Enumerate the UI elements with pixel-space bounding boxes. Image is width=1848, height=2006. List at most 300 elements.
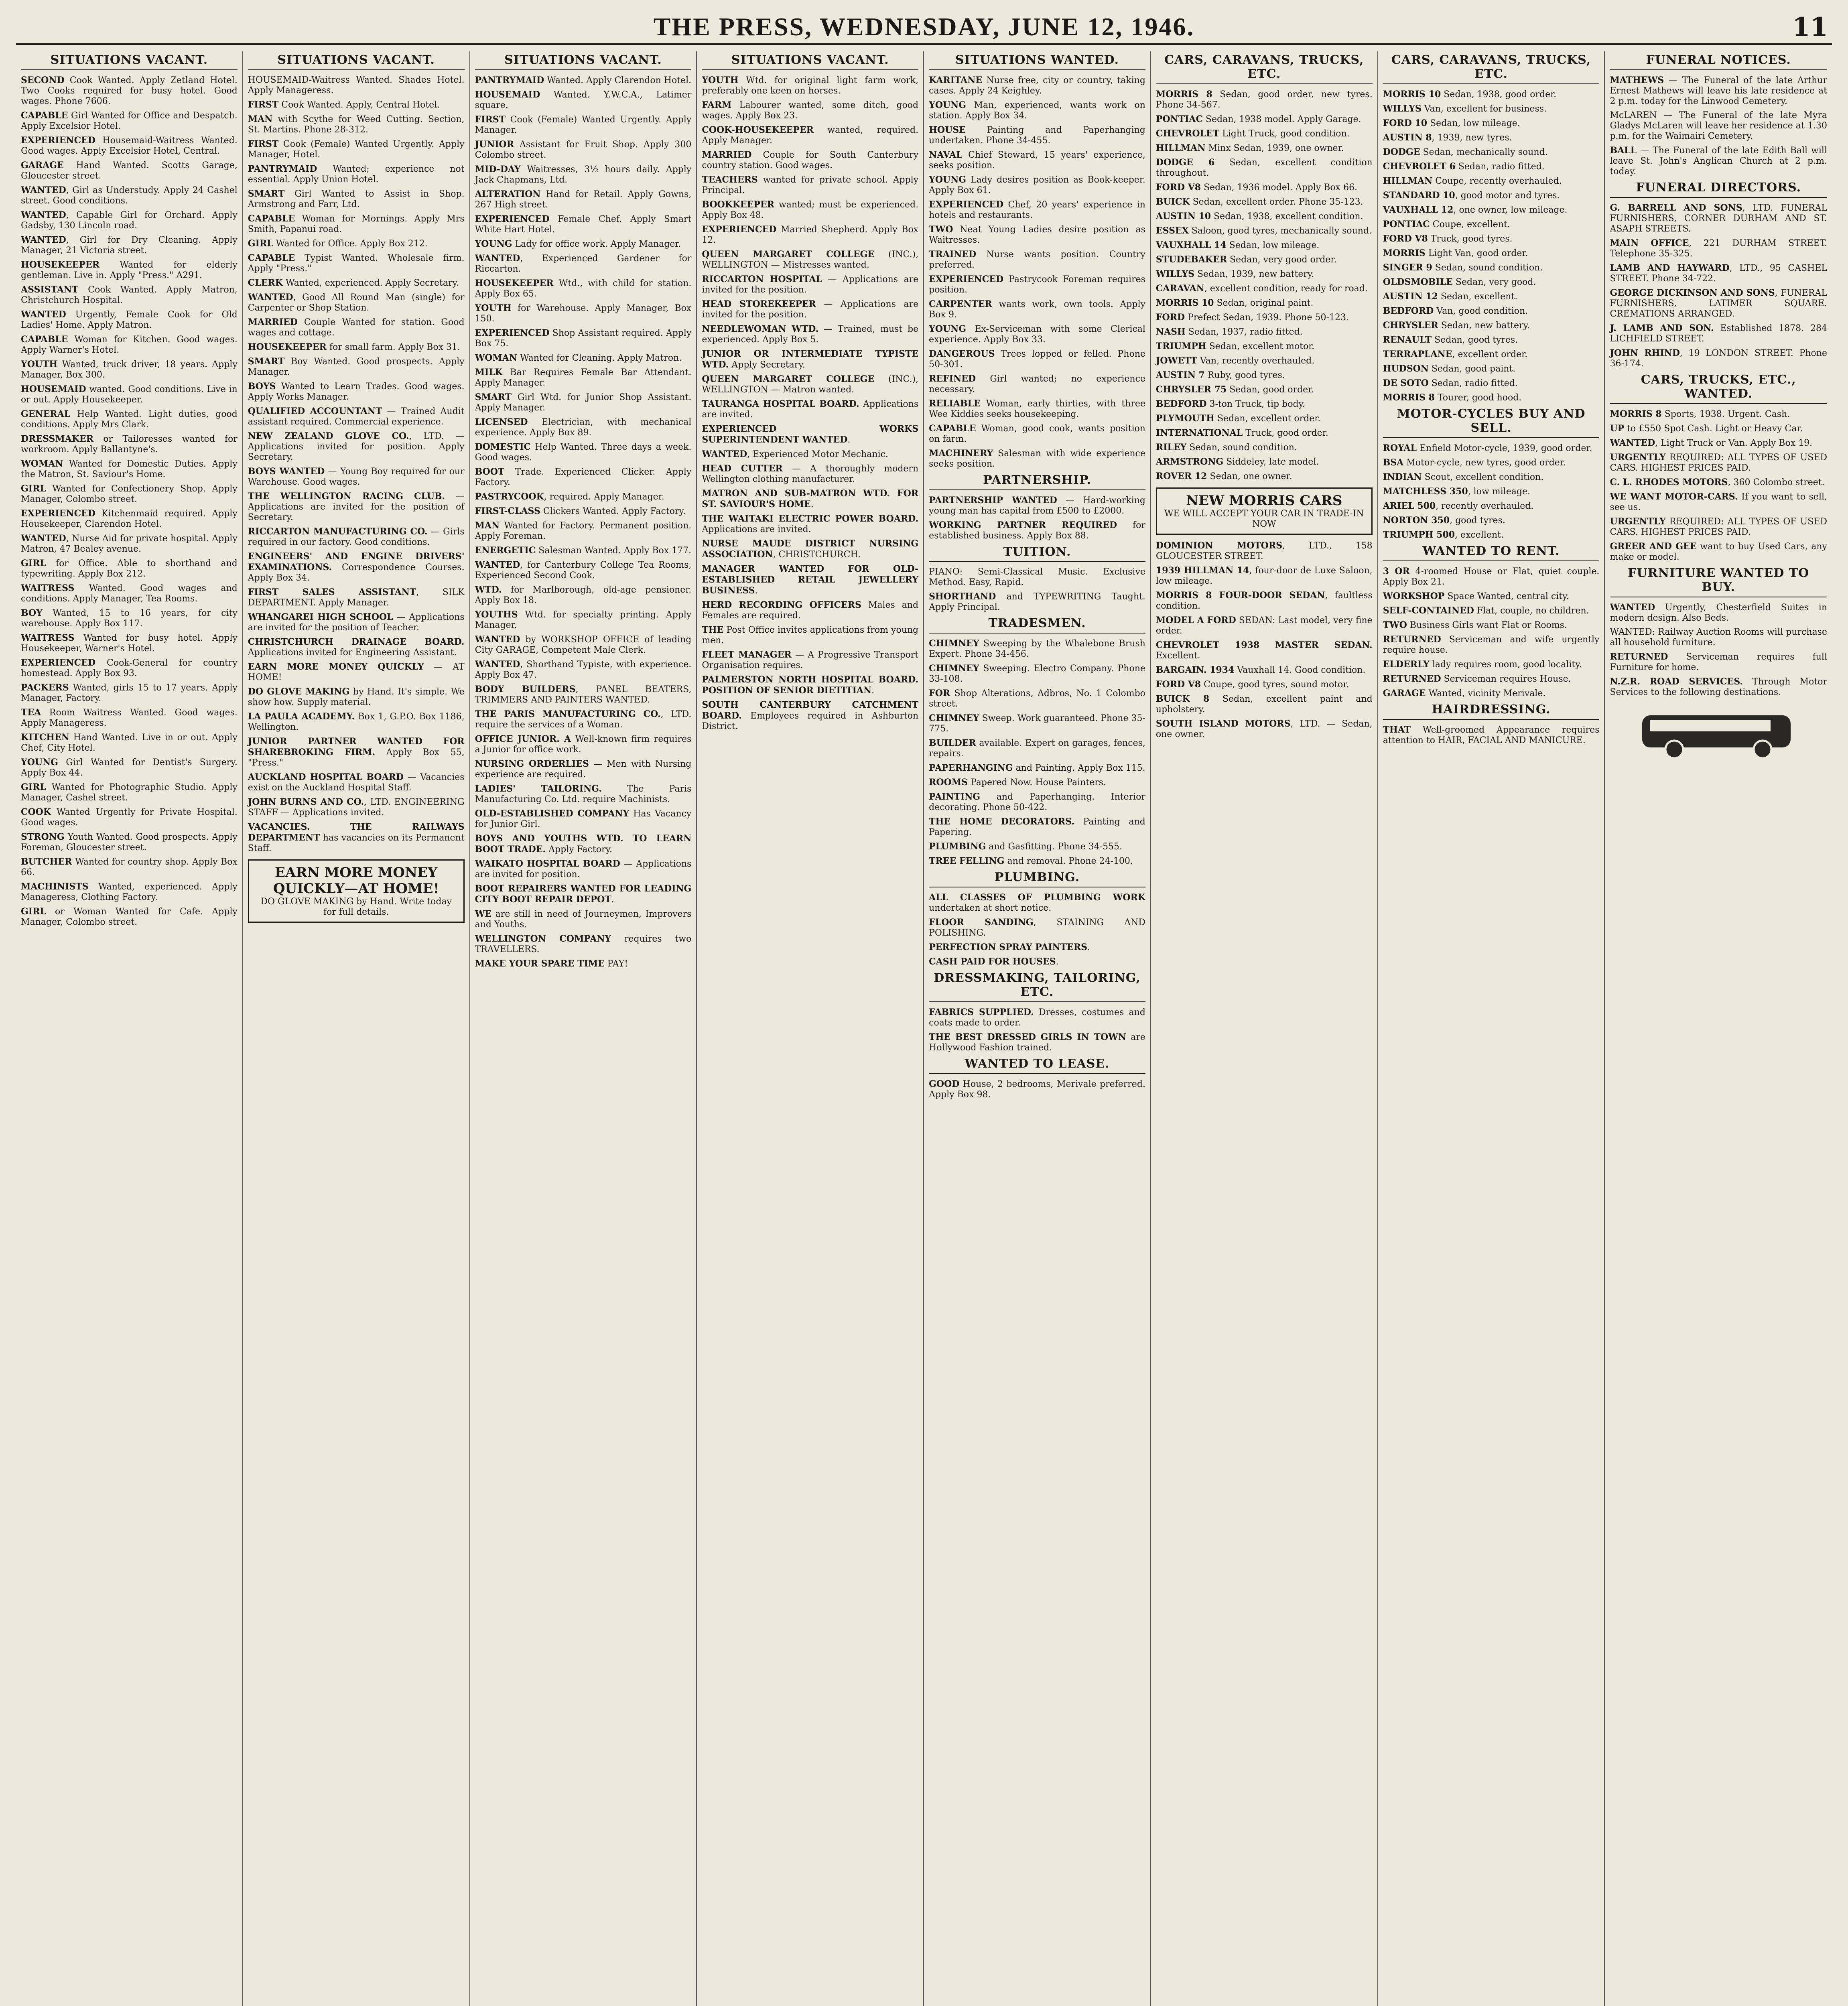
classified-ad: CAPABLE Girl Wanted for Office and Despatch. Apply Excelsior Hotel.	[21, 110, 238, 131]
classified-ad: MATCHLESS 350, low mileage.	[1383, 486, 1530, 497]
classified-ad: WELLINGTON COMPANY requires two TRAVELLERS.	[475, 934, 692, 954]
classified-ad: EXPERIENCED Kitchenmaid required. Apply Housekeeper, Clarendon Hotel.	[21, 508, 238, 529]
classified-ad: WILLYS Sedan, 1939, new battery.	[1156, 269, 1314, 279]
classified-ad: WE WANT MOTOR-CARS. If you want to sell, see us.	[1610, 491, 1828, 512]
classified-ad: BOYS AND YOUTHS WTD. TO LEARN BOOT TRADE. Apply Factory.	[475, 833, 692, 855]
classified-ad: MORRIS 8 FOUR-DOOR SEDAN, faultless condition.	[1156, 590, 1373, 611]
section-heading: HAIRDRESSING.	[1383, 703, 1600, 720]
classified-ad: ASSISTANT Cook Wanted. Apply Matron, Christchurch Hospital.	[21, 284, 238, 305]
classified-ad: FOR Shop Alterations, Adbros, No. 1 Colombo street.	[929, 688, 1145, 709]
classified-ad: RETURNED Serviceman requires House.	[1383, 674, 1571, 684]
display-ad-text: WE WILL ACCEPT YOUR CAR IN TRADE-IN NOW	[1164, 509, 1364, 529]
classified-ad: MORRIS 10 Sedan, 1938, good order.	[1383, 89, 1557, 99]
display-ad-text: DO GLOVE MAKING by Hand. Write today for full details.	[260, 897, 452, 917]
classified-ad: JUNIOR PARTNER WANTED FOR SHAREBROKING FIRM. Apply Box 55, "Press."	[248, 736, 465, 768]
classified-ad: VAUXHALL 14 Sedan, low mileage.	[1156, 240, 1320, 250]
classified-ad: THE Post Office invites applications from young men.	[702, 625, 919, 646]
classified-ad: TRIUMPH 500, excellent.	[1383, 530, 1504, 540]
classified-ad: YOUNG Girl Wanted for Dentist's Surgery. Apply Box 44.	[21, 757, 238, 778]
classified-ad: UP to £550 Spot Cash. Light or Heavy Car.	[1610, 423, 1803, 434]
column-6	[1151, 51, 1378, 2006]
display-ad-headline: NEW MORRIS CARS	[1186, 493, 1342, 509]
classified-ad: WHANGAREI HIGH SCHOOL — Applications are invited for the position of Teacher.	[248, 612, 465, 633]
classified-ad: THE BEST DRESSED GIRLS IN TOWN are Hollywood Fashion trained.	[929, 1032, 1145, 1053]
column-heading: SITUATIONS VACANT.	[248, 53, 465, 70]
classified-ad: TWO Neat Young Ladies desire position as Waitresses.	[929, 224, 1145, 245]
classified-ad: BOYS Wanted to Learn Trades. Good wages. Apply Works Manager.	[248, 381, 465, 402]
section-heading: TRADESMEN.	[929, 616, 1145, 633]
classified-ad: VACANCIES. THE RAILWAYS DEPARTMENT has vacancies on its Permanent Staff.	[248, 822, 465, 853]
classified-ad: WANTED, Shorthand Typiste, with experience. Apply Box 47.	[475, 659, 692, 680]
classified-ad: EXPERIENCED Shop Assistant required. Apply Box 75.	[475, 328, 692, 349]
classified-ad: THE PARIS MANUFACTURING CO., LTD. require the services of a Woman.	[475, 709, 692, 730]
classified-ad: OFFICE JUNIOR. A Well-known firm requires a Junior for office work.	[475, 734, 692, 755]
classified-ad: PLYMOUTH Sedan, excellent order.	[1156, 413, 1321, 424]
classified-ad: SINGER 9 Sedan, sound condition.	[1383, 262, 1543, 273]
classified-ad: MID-DAY Waitresses, 3½ hours daily. Apply Jack Chapmans, Ltd.	[475, 164, 692, 185]
page-number: 11	[1792, 12, 1828, 42]
classified-ad: BOOT Trade. Experienced Clicker. Apply Factory.	[475, 467, 692, 487]
classified-ad: THE HOME DECORATORS. Painting and Papering.	[929, 816, 1145, 837]
classified-ad: ROYAL Enfield Motor-cycle, 1939, good order.	[1383, 443, 1592, 453]
classified-ad: WAITRESS Wanted for busy hotel. Apply Housekeeper, Warner's Hotel.	[21, 633, 238, 654]
classified-ad: YOUNG Lady for office work. Apply Manager.	[475, 239, 681, 249]
classified-ad: NEEDLEWOMAN WTD. — Trained, must be experienced. Apply Box 5.	[702, 324, 919, 345]
section-heading: MOTOR-CYCLES BUY AND SELL.	[1383, 407, 1600, 438]
classified-ad: CHRYSLER 75 Sedan, good order.	[1156, 384, 1314, 395]
classified-ad: WORKSHOP Space Wanted, central city.	[1383, 591, 1569, 601]
classified-ad: OLD-ESTABLISHED COMPANY Has Vacancy for Junior Girl.	[475, 808, 692, 829]
classified-ad: TEACHERS wanted for private school. Apply Principal.	[702, 175, 919, 195]
classified-ad: CARPENTER wants work, own tools. Apply Box 9.	[929, 299, 1145, 320]
classified-ad: BUILDER available. Expert on garages, fences, repairs.	[929, 738, 1145, 759]
classified-ad: HOUSEMAID wanted. Good conditions. Live in or out. Apply Housekeeper.	[21, 384, 238, 405]
classified-ad: TRIUMPH Sedan, excellent motor.	[1156, 341, 1315, 351]
classified-ad: WANTED, Girl for Dry Cleaning. Apply Manager, 21 Victoria street.	[21, 235, 238, 256]
classified-ad: MORRIS 8 Sedan, good order, new tyres. Phone 34-567.	[1156, 89, 1373, 110]
classified-ad: TWO Business Girls want Flat or Rooms.	[1383, 620, 1567, 630]
classified-ad: LA PAULA ACADEMY. Box 1, G.P.O. Box 1186, Wellington.	[248, 711, 465, 732]
section-heading: FUNERAL DIRECTORS.	[1610, 181, 1827, 198]
classified-ad: QUEEN MARGARET COLLEGE (INC.), WELLINGTON — Mistresses wanted.	[702, 249, 919, 270]
classified-ad: DO GLOVE MAKING by Hand. It's simple. We show how. Supply material.	[248, 686, 465, 707]
classified-ad: ARMSTRONG Siddeley, late model.	[1156, 457, 1319, 467]
column-3	[470, 51, 697, 2006]
classified-ad: QUALIFIED ACCOUNTANT — Trained Audit assistant required. Commercial experience.	[248, 406, 465, 427]
classified-ad: AUSTIN 7 Ruby, good tyres.	[1156, 370, 1285, 380]
classified-ad: SMART Girl Wanted to Assist in Shop. Armstrong and Farr, Ltd.	[248, 189, 465, 209]
classified-ad: NEW ZEALAND GLOVE CO., LTD. — Applications invited for position. Apply Secretary.	[248, 431, 465, 462]
column-8	[1605, 51, 1832, 2006]
classified-ad: AUSTIN 12 Sedan, excellent.	[1383, 291, 1518, 302]
classified-ad: HOUSEKEEPER for small farm. Apply Box 31.	[248, 342, 460, 352]
classified-ad: HOUSE Painting and Paperhanging undertaken. Phone 34-455.	[929, 125, 1145, 146]
classified-ad: MANAGER WANTED FOR OLD-ESTABLISHED RETAIL JEWELLERY BUSINESS.	[702, 564, 919, 596]
section-heading: TUITION.	[929, 545, 1145, 562]
column-7	[1378, 51, 1605, 2006]
classified-ad: PANTRYMAID Wanted. Apply Clarendon Hotel.	[475, 75, 692, 85]
classified-ad: FORD V8 Coupe, good tyres, sound motor.	[1156, 679, 1349, 690]
classified-ad: INDIAN Scout, excellent condition.	[1383, 472, 1544, 482]
classified-ad: HOUSEKEEPER Wtd., with child for station. Apply Box 65.	[475, 278, 692, 299]
classified-ad: THAT Well-groomed Appearance requires attention to HAIR, FACIAL AND MANICURE.	[1383, 725, 1600, 745]
classified-ad: PERFECTION SPRAY PAINTERS.	[929, 942, 1090, 952]
classified-ad: TAURANGA HOSPITAL BOARD. Applications are invited.	[702, 399, 919, 420]
column-heading: FUNERAL NOTICES.	[1610, 53, 1827, 70]
classified-ad: DE SOTO Sedan, radio fitted.	[1383, 378, 1518, 388]
classified-ad: MORRIS Light Van, good order.	[1383, 248, 1528, 258]
classified-ad: VAUXHALL 12, one owner, low mileage.	[1383, 205, 1568, 215]
column-heading: SITUATIONS VACANT.	[475, 53, 692, 70]
classified-ad: LAMB AND HAYWARD, LTD., 95 CASHEL STREET. Phone 34-722.	[1610, 263, 1827, 284]
classified-ad: BOYS WANTED — Young Boy required for our Warehouse. Good wages.	[248, 466, 465, 487]
classified-ad: CAPABLE Woman for Kitchen. Good wages. Apply Warner's Hotel.	[21, 334, 238, 355]
classified-ad: GEORGE DICKINSON AND SONS, FUNERAL FURNISHERS, LATIMER SQUARE. CREMATIONS ARRANGED.	[1610, 288, 1827, 319]
classified-ad: CHIMNEY Sweeping. Electro Company. Phone 33-108.	[929, 663, 1145, 684]
classified-ad: THE WELLINGTON RACING CLUB. — Applications are invited for the position of Secretary.	[248, 491, 465, 522]
classified-ad: CHRISTCHURCH DRAINAGE BOARD. Applications invited for Engineering Assistant.	[248, 637, 465, 658]
classified-ad: DOMINION MOTORS, LTD., 158 GLOUCESTER STREET.	[1156, 540, 1373, 561]
classified-ad: PONTIAC Coupe, excellent.	[1383, 219, 1510, 229]
classified-ad: WANTED by WORKSHOP OFFICE of leading City GARAGE, Competent Male Clerk.	[475, 634, 692, 655]
classified-ad: TRAINED Nurse wants position. Country preferred.	[929, 249, 1145, 270]
classified-ad: 3 OR 4-roomed House or Flat, quiet couple. Apply Box 21.	[1383, 566, 1600, 587]
classified-ad: YOUTH for Warehouse. Apply Manager, Box 150.	[475, 303, 692, 324]
classified-ad: GARAGE Wanted, vicinity Merivale.	[1383, 688, 1546, 698]
classified-ad: CHRYSLER Sedan, new battery.	[1383, 320, 1530, 331]
classified-ad: PANTRYMAID Wanted; experience not essential. Apply Union Hotel.	[248, 164, 465, 185]
classified-ad: HILLMAN Coupe, recently overhauled.	[1383, 176, 1562, 186]
classified-ad: YOUNG Man, experienced, wants work on station. Apply Box 34.	[929, 100, 1145, 121]
classified-ad: SOUTH ISLAND MOTORS, LTD. — Sedan, one owner.	[1156, 719, 1373, 739]
classified-ad: DOMESTIC Help Wanted. Three days a week. Good wages.	[475, 442, 692, 463]
classified-ad: FORD V8 Sedan, 1936 model. Apply Box 66.	[1156, 182, 1358, 193]
classified-ad: TREE FELLING and removal. Phone 24-100.	[929, 856, 1133, 866]
classified-ad: REFINED Girl wanted; no experience necessary.	[929, 374, 1145, 394]
classified-ad: HOUSEKEEPER Wanted for elderly gentleman. Live in. Apply "Press." A291.	[21, 260, 238, 280]
classified-ad: McLAREN — The Funeral of the late Myra Gladys McLaren will leave her residence at 1.30 p.m. for the Waimairi Cemetery.	[1610, 110, 1827, 141]
masthead-rule	[16, 43, 1832, 45]
classified-ad: RICCARTON MANUFACTURING CO. — Girls required in our factory. Good conditions.	[248, 526, 465, 547]
classified-ad: ROVER 12 Sedan, one owner.	[1156, 471, 1292, 481]
classified-ad: WANTED: Railway Auction Rooms will purchase all household furniture.	[1610, 627, 1827, 648]
classified-ad: WOMAN Wanted for Domestic Duties. Apply the Matron, St. Saviour's Home.	[21, 459, 238, 479]
classified-ad: JOWETT Van, recently overhauled.	[1156, 355, 1315, 366]
classified-ad: MORRIS 8 Sports, 1938. Urgent. Cash.	[1610, 409, 1790, 419]
classified-ad: FIRST Cook (Female) Wanted Urgently. Apply Manager.	[475, 114, 692, 135]
classified-ad: RELIABLE Woman, early thirties, with three Wee Kiddies seeks housekeeping.	[929, 398, 1145, 419]
classified-ad: WORKING PARTNER REQUIRED for established business. Apply Box 88.	[929, 520, 1145, 541]
classified-ad: SECOND Cook Wanted. Apply Zetland Hotel. Two Cooks required for busy hotel. Good wages. Phone 7606.	[21, 75, 238, 106]
classified-ad: BSA Motor-cycle, new tyres, good order.	[1383, 457, 1566, 468]
classified-ad: MARRIED Couple for South Canterbury country station. Good wages.	[702, 150, 919, 171]
classified-ad: EXPERIENCED Married Shepherd. Apply Box 12.	[702, 224, 919, 245]
classified-ad: DRESSMAKER or Tailoresses wanted for workroom. Apply Ballantyne's.	[21, 434, 238, 455]
classified-ad: PASTRYCOOK, required. Apply Manager.	[475, 491, 664, 502]
classified-ad: PAINTING and Paperhanging. Interior decorating. Phone 50-422.	[929, 792, 1145, 812]
classified-ad: LICENSED Electrician, with mechanical experience. Apply Box 89.	[475, 417, 692, 438]
classified-ad: GREER AND GEE want to buy Used Cars, any make or model.	[1610, 541, 1827, 562]
classified-ad: CAPABLE Typist Wanted. Wholesale firm. Apply "Press."	[248, 253, 465, 274]
classified-ad: WOMAN Wanted for Cleaning. Apply Matron.	[475, 353, 682, 363]
classified-ad: MACHINISTS Wanted, experienced. Apply Manageress, Clothing Factory.	[21, 881, 238, 902]
classified-ad: BEDFORD Van, good condition.	[1383, 306, 1528, 316]
classified-ad: FIRST-CLASS Clickers Wanted. Apply Factory.	[475, 506, 686, 516]
classified-ad: BEDFORD 3-ton Truck, tip body.	[1156, 399, 1306, 409]
column-2	[243, 51, 470, 2006]
classified-ad: YOUTHS Wtd. for specialty printing. Apply Manager.	[475, 609, 692, 630]
classified-ad: PONTIAC Sedan, 1938 model. Apply Garage.	[1156, 114, 1361, 124]
classified-ad: NAVAL Chief Steward, 15 years' experience, seeks position.	[929, 150, 1145, 171]
classified-ad: YOUTH Wanted, truck driver, 18 years. Apply Manager, Box 300.	[21, 359, 238, 380]
classified-ad: EXPERIENCED WORKS SUPERINTENDENT WANTED.	[702, 424, 919, 445]
classified-ad: HOUSEMAID-Waitress Wanted. Shades Hotel. Apply Manageress.	[248, 75, 465, 95]
classified-ad: MAIN OFFICE, 221 DURHAM STREET. Telephone 35-325.	[1610, 238, 1828, 259]
classified-ad: CHEVROLET 6 Sedan, radio fitted.	[1383, 161, 1545, 172]
classified-ad: FLOOR SANDING, STAINING AND POLISHING.	[929, 917, 1145, 938]
classified-ad: FARM Labourer wanted, some ditch, good wages. Apply Box 23.	[702, 100, 919, 121]
section-heading: FURNITURE WANTED TO BUY.	[1610, 566, 1827, 597]
classified-ad: CHEVROLET 1938 MASTER SEDAN. Excellent.	[1156, 640, 1373, 661]
classified-ad: GIRL for Office. Able to shorthand and typewriting. Apply Box 212.	[21, 558, 238, 579]
classified-ad: WILLYS Van, excellent for business.	[1383, 104, 1547, 114]
classified-ad: WAIKATO HOSPITAL BOARD — Applications are invited for position.	[475, 859, 692, 879]
classified-ad: FORD Prefect Sedan, 1939. Phone 50-123.	[1156, 312, 1349, 323]
classified-ad: SELF-CONTAINED Flat, couple, no children.	[1383, 605, 1589, 616]
classified-ad: BALL — The Funeral of the late Edith Ball will leave St. John's Anglican Church at 2 p.m. today.	[1610, 145, 1827, 177]
classified-ad: YOUTH Wtd. for original light farm work, preferably one keen on horses.	[702, 75, 919, 96]
classified-ad: WANTED, for Canterbury College Tea Rooms, Experienced Second Cook.	[475, 560, 692, 581]
classified-ad: GIRL Wanted for Confectionery Shop. Apply Manager, Colombo street.	[21, 483, 238, 504]
classified-ad: FIRST SALES ASSISTANT, SILK DEPARTMENT. Apply Manager.	[248, 587, 465, 608]
classified-ad: MAN Wanted for Factory. Permanent position. Apply Foreman.	[475, 520, 692, 541]
classified-ad: CHEVROLET Light Truck, good condition.	[1156, 128, 1350, 139]
classified-ad: KITCHEN Hand Wanted. Live in or out. Apply Chef, City Hotel.	[21, 732, 238, 753]
section-heading: PARTNERSHIP.	[929, 473, 1145, 490]
classified-ad: LADIES' TAILORING. The Paris Manufacturing Co. Ltd. require Machinists.	[475, 784, 692, 804]
classified-ad: DODGE Sedan, mechanically sound.	[1383, 147, 1548, 157]
classified-ad: WANTED, Capable Girl for Orchard. Apply Gadsby, 130 Lincoln road.	[21, 210, 238, 231]
classified-ad: YOUNG Lady desires position as Book-keeper. Apply Box 61.	[929, 175, 1145, 195]
column-heading: SITUATIONS WANTED.	[929, 53, 1145, 70]
classified-ad: URGENTLY REQUIRED: ALL TYPES OF USED CARS. HIGHEST PRICES PAID.	[1610, 516, 1827, 537]
classified-ad: DANGEROUS Trees lopped or felled. Phone 50-301.	[929, 349, 1145, 370]
classified-ad: PACKERS Wanted, girls 15 to 17 years. Apply Manager, Factory.	[21, 682, 238, 703]
section-heading: WANTED TO LEASE.	[929, 1057, 1145, 1074]
column-heading: SITUATIONS VACANT.	[21, 53, 238, 70]
classified-ad: MODEL A FORD SEDAN: Last model, very fine order.	[1156, 615, 1373, 636]
classified-ad: NURSING ORDERLIES — Men with Nursing experience are required.	[475, 759, 692, 780]
classified-ad: 1939 HILLMAN 14, four-door de Luxe Saloon, low mileage.	[1156, 565, 1373, 586]
classified-ad: AUCKLAND HOSPITAL BOARD — Vacancies exist on the Auckland Hospital Staff.	[248, 772, 465, 793]
classified-ad: GOOD House, 2 bedrooms, Merivale preferred. Apply Box 98.	[929, 1079, 1145, 1100]
classified-ad: WAITRESS Wanted. Good wages and conditions. Apply Manager, Tea Rooms.	[21, 583, 238, 604]
classified-ad: MORRIS 10 Sedan, original paint.	[1156, 298, 1314, 308]
classified-ad: EXPERIENCED Chef, 20 years' experience in hotels and restaurants.	[929, 199, 1145, 220]
classified-ad: BOOT REPAIRERS WANTED FOR LEADING CITY BOOT REPAIR DEPOT.	[475, 883, 692, 905]
classified-ad: CARAVAN, excellent condition, ready for road.	[1156, 283, 1368, 294]
classified-ad: ALL CLASSES OF PLUMBING WORK undertaken at short notice.	[929, 892, 1145, 913]
column-heading: CARS, CARAVANS, TRUCKS, ETC.	[1156, 53, 1373, 84]
classified-ad: G. BARRELL AND SONS, LTD. FUNERAL FURNISHERS, CORNER DURHAM AND ST. ASAPH STREETS.	[1610, 203, 1827, 234]
classified-ad: CASH PAID FOR HOUSES.	[929, 956, 1059, 967]
classified-ad: BUTCHER Wanted for country shop. Apply Box 66.	[21, 857, 238, 877]
classified-ad: RENAULT Sedan, good tyres.	[1383, 335, 1518, 345]
classified-ad: KARITANE Nurse free, city or country, taking cases. Apply 24 Keighley.	[929, 75, 1145, 96]
classified-ad: PARTNERSHIP WANTED — Hard-working young man has capital from £500 to £2000.	[929, 495, 1145, 516]
classified-ad: MAN with Scythe for Weed Cutting. Section, St. Martins. Phone 28-312.	[248, 114, 465, 135]
classified-ad: COOK Wanted Urgently for Private Hospital. Good wages.	[21, 807, 238, 828]
classified-ad: SMART Boy Wanted. Good prospects. Apply Manager.	[248, 356, 465, 377]
classified-ad: HOUSEMAID Wanted. Y.W.C.A., Latimer square.	[475, 89, 692, 110]
classified-ad: ARIEL 500, recently overhauled.	[1383, 501, 1534, 511]
column-5	[924, 51, 1151, 2006]
classified-ad: WANTED, Experienced Motor Mechanic.	[702, 449, 888, 459]
classified-ad: EXPERIENCED Cook-General for country homestead. Apply Box 93.	[21, 658, 238, 678]
classified-ad: GIRL Wanted for Photographic Studio. Apply Manager, Cashel street.	[21, 782, 238, 803]
classified-ad: MATHEWS — The Funeral of the late Arthur Ernest Mathews will leave his late residence at 2 p.m. today for the Linwood Cemetery.	[1610, 75, 1827, 106]
classified-ad: CHIMNEY Sweeping by the Whalebone Brush Expert. Phone 34-456.	[929, 638, 1145, 659]
classified-ad: GIRL or Woman Wanted for Cafe. Apply Manager, Colombo street.	[21, 906, 238, 927]
classified-ad: FLEET MANAGER — A Progressive Transport Organisation requires.	[702, 650, 919, 670]
classified-ad: GENERAL Help Wanted. Light duties, good conditions. Apply Mrs Clark.	[21, 409, 238, 430]
classified-ad: ELDERLY lady requires room, good locality.	[1383, 659, 1582, 670]
classified-ad: STUDEBAKER Sedan, very good order.	[1156, 254, 1337, 265]
classified-ad: WANTED, Girl as Understudy. Apply 24 Cashel street. Good conditions.	[21, 185, 238, 206]
classified-ad: THE WAITAKI ELECTRIC POWER BOARD. Applications are invited.	[702, 514, 919, 534]
classified-ad: COOK-HOUSEKEEPER wanted, required. Apply Manager.	[702, 125, 919, 146]
column-heading: CARS, CARAVANS, TRUCKS, ETC.	[1383, 53, 1600, 84]
classified-ad: FORD 10 Sedan, low mileage.	[1383, 118, 1520, 128]
masthead	[16, 12, 1832, 48]
classified-ad: AUSTIN 8, 1939, new tyres.	[1383, 132, 1512, 143]
section-heading: PLUMBING.	[929, 870, 1145, 887]
classified-ad: RILEY Sedan, sound condition.	[1156, 442, 1297, 453]
section-heading: CARS, TRUCKS, ETC., WANTED.	[1610, 373, 1827, 404]
display-advertisement	[248, 859, 465, 923]
classified-ad: ESSEX Saloon, good tyres, mechanically sound.	[1156, 225, 1372, 236]
classified-ad: NASH Sedan, 1937, radio fitted.	[1156, 327, 1303, 337]
classified-ad: HUDSON Sedan, good paint.	[1383, 363, 1516, 374]
classified-ad: HEAD STOREKEEPER — Applications are invited for the position.	[702, 299, 919, 320]
classified-ad: ROOMS Papered Now. House Painters.	[929, 777, 1107, 788]
classified-ad: TERRAPLANE, excellent order.	[1383, 349, 1528, 359]
classified-ad: FORD V8 Truck, good tyres.	[1383, 233, 1513, 244]
classified-ad: WANTED Urgently, Chesterfield Suites in modern design. Also Beds.	[1610, 602, 1827, 623]
classified-ad: DODGE 6 Sedan, excellent condition throughout.	[1156, 157, 1373, 178]
classified-ad: CAPABLE Woman for Mornings. Apply Mrs Smith, Papanui road.	[248, 213, 465, 234]
classified-ad: HEAD CUTTER — A thoroughly modern Wellington clothing manufacturer.	[702, 463, 919, 484]
classified-ad: RETURNED Serviceman and wife urgently require house.	[1383, 634, 1600, 655]
classified-ad: RETURNED Serviceman requires full Furniture for home.	[1610, 652, 1827, 672]
classified-ad: WE are still in need of Journeymen, Improvers and Youths.	[475, 909, 692, 930]
classified-ad: N.Z.R. ROAD SERVICES. Through Motor Services to the following destinations.	[1610, 676, 1827, 697]
classified-ad: BOOKKEEPER wanted; must be experienced. Apply Box 48.	[702, 199, 919, 220]
classified-ad: CAPABLE Woman, good cook, wants position on farm.	[929, 423, 1145, 444]
classified-ad: QUEEN MARGARET COLLEGE (INC.), WELLINGTON — Matron wanted.	[702, 374, 919, 395]
classified-ad: MARRIED Couple Wanted for station. Good wages and cottage.	[248, 317, 465, 338]
classified-ad: WANTED, Light Truck or Van. Apply Box 19.	[1610, 438, 1813, 448]
columns-container	[16, 51, 1832, 2006]
classified-ad: SOUTH CANTERBURY CATCHMENT BOARD. Employees required in Ashburton District.	[702, 700, 919, 731]
classified-ad: STRONG Youth Wanted. Good prospects. Apply Foreman, Gloucester street.	[21, 832, 238, 853]
classified-ad: WTD. for Marlborough, old-age pensioner. Apply Box 18.	[475, 585, 692, 605]
classified-ad: RICCARTON HOSPITAL — Applications are invited for the position.	[702, 274, 919, 295]
classified-ad: PAPERHANGING and Painting. Apply Box 115.	[929, 763, 1145, 773]
classified-ad: FIRST Cook Wanted. Apply, Central Hotel.	[248, 99, 440, 110]
classified-ad: ENGINEERS' AND ENGINE DRIVERS' EXAMINATIONS. Correspondence Courses. Apply Box 34.	[248, 551, 465, 583]
classified-ad: PALMERSTON NORTH HOSPITAL BOARD. POSITION OF SENIOR DIETITIAN.	[702, 674, 919, 696]
section-heading: WANTED TO RENT.	[1383, 544, 1600, 561]
classified-ad: FABRICS SUPPLIED. Dresses, costumes and coats made to order.	[929, 1007, 1145, 1028]
classified-ad: YOUNG Ex-Serviceman with some Clerical experience. Apply Box 33.	[929, 324, 1145, 345]
section-heading: DRESSMAKING, TAILORING, ETC.	[929, 971, 1145, 1002]
classified-ad: MACHINERY Salesman with wide experience seeks position.	[929, 448, 1145, 469]
classified-ad: CLERK Wanted, experienced. Apply Secretary.	[248, 278, 459, 288]
classified-ad: ALTERATION Hand for Retail. Apply Gowns, 267 High street.	[475, 189, 692, 210]
classified-ad: OLDSMOBILE Sedan, very good.	[1383, 277, 1536, 287]
classified-ad: JUNIOR OR INTERMEDIATE TYPISTE WTD. Apply Secretary.	[702, 349, 919, 370]
classified-ad: EXPERIENCED Female Chef. Apply Smart White Hart Hotel.	[475, 214, 692, 235]
classified-ad: BUICK Sedan, excellent order. Phone 35-123.	[1156, 197, 1363, 207]
classified-ad: WANTED, Good All Round Man (single) for Carpenter or Shop Station.	[248, 292, 465, 313]
classified-ad: URGENTLY REQUIRED: ALL TYPES OF USED CARS. HIGHEST PRICES PAID.	[1610, 452, 1827, 473]
classified-ad: BODY BUILDERS, PANEL BEATERS, TRIMMERS AND PAINTERS WANTED.	[475, 684, 692, 705]
classified-ad: BUICK 8 Sedan, excellent paint and upholstery.	[1156, 694, 1373, 715]
classified-ad: MATRON AND SUB-MATRON WTD. FOR ST. SAVIOUR'S HOME.	[702, 488, 919, 510]
classified-ad: MAKE YOUR SPARE TIME PAY!	[475, 958, 628, 969]
classified-ad: SMART Girl Wtd. for Junior Shop Assistant. Apply Manager.	[475, 392, 692, 413]
classified-ad: EARN MORE MONEY QUICKLY — AT HOME!	[248, 662, 465, 682]
classified-ad: JOHN BURNS AND CO., LTD. ENGINEERING STAFF — Applications invited.	[248, 797, 465, 818]
classified-ad: ENERGETIC Salesman Wanted. Apply Box 177.	[475, 545, 692, 556]
column-heading: SITUATIONS VACANT.	[702, 53, 918, 70]
classified-ad: FIRST Cook (Female) Wanted Urgently. Apply Manager, Hotel.	[248, 139, 465, 160]
classified-ad: EXPERIENCED Pastrycook Foreman requires position.	[929, 274, 1145, 295]
classified-ad: INTERNATIONAL Truck, good order.	[1156, 428, 1328, 438]
display-advertisement	[1156, 487, 1373, 535]
classified-ad: WANTED, Experienced Gardener for Riccarton.	[475, 253, 692, 274]
classified-ad: C. L. RHODES MOTORS, 360 Colombo street.	[1610, 477, 1825, 487]
classified-ad: WANTED Urgently, Female Cook for Old Ladies' Home. Apply Matron.	[21, 309, 238, 330]
column-1	[16, 51, 243, 2006]
classified-ad: GARAGE Hand Wanted. Scotts Garage, Gloucester street.	[21, 160, 238, 181]
classified-ad: JOHN RHIND, 19 LONDON STREET. Phone 36-174.	[1610, 348, 1827, 369]
classified-ad: STANDARD 10, good motor and tyres.	[1383, 190, 1560, 201]
classified-ad: WANTED, Nurse Aid for private hospital. Apply Matron, 47 Bealey avenue.	[21, 533, 238, 554]
classified-ad: JUNIOR Assistant for Fruit Shop. Apply 300 Colombo street.	[475, 139, 692, 160]
classified-ad: AUSTIN 10 Sedan, 1938, excellent condition.	[1156, 211, 1363, 221]
classified-ad: BOY Wanted, 15 to 16 years, for city warehouse. Apply Box 117.	[21, 608, 238, 629]
classified-ad: J. LAMB AND SON. Established 1878. 284 LICHFIELD STREET.	[1610, 323, 1827, 344]
classified-ad: PIANO: Semi-Classical Music. Exclusive Method. Easy, Rapid.	[929, 567, 1145, 587]
classified-ad: CHIMNEY Sweep. Work guaranteed. Phone 35-775.	[929, 713, 1145, 734]
classified-ad: HERD RECORDING OFFICERS Males and Females are required.	[702, 600, 919, 621]
classified-ad: SHORTHAND and TYPEWRITING Taught. Apply Principal.	[929, 591, 1145, 612]
classified-ad: TEA Room Waitress Wanted. Good wages. Apply Manageress.	[21, 707, 238, 728]
classified-ad: HILLMAN Minx Sedan, 1939, one owner.	[1156, 143, 1344, 153]
classified-ad: BARGAIN. 1934 Vauxhall 14. Good condition.	[1156, 665, 1366, 675]
classified-ad: MORRIS 8 Tourer, good hood.	[1383, 392, 1522, 403]
classified-ad: MILK Bar Requires Female Bar Attendant. Apply Manager.	[475, 367, 692, 388]
masthead-title: THE PRESS, WEDNESDAY, JUNE 12, 1946.	[653, 12, 1195, 41]
column-4	[697, 51, 924, 2006]
classified-ad: PLUMBING and Gasfitting. Phone 34-555.	[929, 841, 1123, 852]
classified-ad: GIRL Wanted for Office. Apply Box 212.	[248, 238, 428, 249]
display-ad-headline: EARN MORE MONEY QUICKLY—AT HOME!	[273, 865, 439, 897]
classified-ad: NORTON 350, good tyres.	[1383, 515, 1505, 526]
classified-ad: EXPERIENCED Housemaid-Waitress Wanted. Good wages. Apply Excelsior Hotel, Central.	[21, 135, 238, 156]
